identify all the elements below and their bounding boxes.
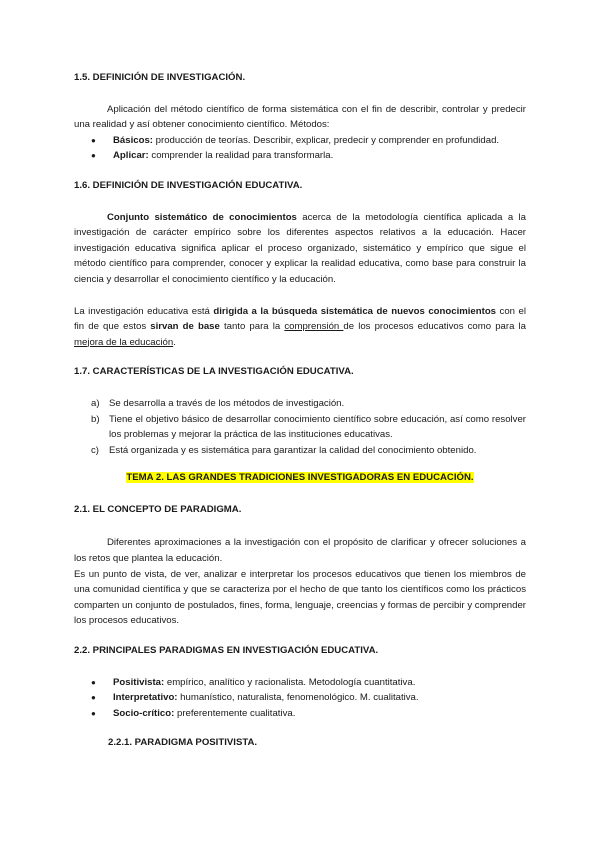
- list-item-positivista: [91, 675, 526, 691]
- list-item-c: [91, 443, 526, 459]
- text-a: Se desarrolla a través de los métodos de investigación.: [109, 397, 345, 409]
- text-positivista: empírico, analítico y racionalista. Metodología cuantitativa.: [164, 676, 416, 688]
- heading-1-7: 1.7. CARACTERÍSTICAS DE LA INVESTIGACIÓN EDUCATIVA.: [74, 366, 354, 378]
- text-conjunto-rest: acerca de la metodología científica aplicada a la investigación de carácter empírico sobre los diferentes aspectos relativos a la educación. Hacer investigación educativa significa aplicar el proceso organizado, sistemático y empírico que sigue el método científico para comprender, conocer y explicar la realidad educativa, como base para construir la ciencia y desarrollar el conocimiento científico y la educación.: [74, 211, 526, 285]
- characteristics-list: [74, 396, 526, 458]
- text-aplicar: comprender la realidad para transformarla.: [148, 150, 334, 162]
- term-basicos: Básicos:: [113, 134, 153, 146]
- paragraph-punto-de-vista: Es un punto de vista, de ver, analizar e interpretar los procesos educativos que tienen los miembros de una comunidad científica y que se caracteriza por el hecho de que tanto los científicos como los prácticos comparten un conjunto de postulados, fines, forma, lenguaje, creencias y formas de percibir y comprender los procesos educativos.: [74, 568, 526, 627]
- list-item-basicos: [91, 133, 526, 149]
- marker-c: c): [91, 444, 99, 456]
- list-item-b: [91, 412, 526, 443]
- heading-2-2-1: 2.2.1. PARADIGMA POSITIVISTA.: [108, 737, 258, 749]
- text-p2-g: de los procesos educativos como para la: [343, 321, 527, 333]
- list-item-a: [91, 396, 526, 412]
- list-item-aplicar: [91, 148, 526, 164]
- bold-conjunto-sistematico: Conjunto sistemático de conocimientos: [107, 211, 297, 223]
- text-p2-e: tanto para la: [219, 321, 285, 333]
- list-item-socio-critico: [91, 706, 526, 722]
- text-c: Está organizada y es sistemática para garantizar la calidad del conocimiento obtenido.: [109, 444, 477, 456]
- heading-2-1: 2.1. EL CONCEPTO DE PARADIGMA.: [74, 503, 242, 515]
- underline-comprension: comprensión: [284, 321, 344, 333]
- text-p2-a: La investigación educativa está: [74, 305, 214, 317]
- underline-mejora: mejora de la educación: [74, 336, 174, 348]
- term-interpretativo: Interpretativo:: [113, 692, 178, 704]
- marker-b: b): [91, 413, 100, 425]
- paradigms-list: [74, 675, 526, 722]
- tema-2-title-line: [74, 470, 526, 486]
- term-positivista: Positivista:: [113, 676, 165, 688]
- methods-list: [74, 133, 526, 164]
- text-interpretativo: humanístico, naturalista, fenomenológico. M. cualitativa.: [177, 692, 419, 704]
- text-p2-c: con el fin de que estos: [74, 305, 526, 333]
- term-socio-critico: Socio-crítico:: [113, 707, 175, 719]
- text-socio-critico: preferentemente cualitativa.: [174, 707, 296, 719]
- paragraph-definition-investigacion: Aplicación del método científico de forma sistemática con el fin de describir, controlar y predecir una realidad y así obtener conocimiento científico. Métodos:: [74, 103, 526, 131]
- text-p2-i: .: [173, 336, 176, 348]
- list-item-interpretativo: [91, 690, 526, 706]
- bold-sirvan-de-base: sirvan de base: [150, 321, 220, 333]
- bold-busqueda: dirigida a la búsqueda sistemática de nuevos conocimientos: [213, 305, 497, 317]
- heading-1-5: 1.5. DEFINICIÓN DE INVESTIGACIÓN.: [74, 72, 246, 83]
- tema-2-title: TEMA 2. LAS GRANDES TRADICIONES INVESTIGADORAS EN EDUCACIÓN.: [126, 472, 474, 484]
- marker-a: a): [91, 397, 100, 409]
- heading-1-6: 1.6. DEFINICIÓN DE INVESTIGACIÓN EDUCATIVA.: [74, 179, 303, 191]
- heading-2-2: 2.2. PRINCIPALES PARADIGMAS EN INVESTIGACIÓN EDUCATIVA.: [74, 645, 379, 657]
- text-basicos: producción de teorías. Describir, explicar, predecir y comprender en profundidad.: [153, 134, 500, 146]
- text-b: Tiene el objetivo básico de desarrollar conocimiento científico sobre educación, así como resolver los problemas y mejorar la práctica de las instituciones educativas.: [109, 413, 526, 441]
- paragraph-dirigida: [74, 304, 526, 351]
- term-aplicar: Aplicar:: [113, 150, 149, 162]
- paragraph-aproximaciones: Diferentes aproximaciones a la investigación con el propósito de clarificar y ofrecer soluciones a los retos que plantea la educación.: [74, 537, 526, 565]
- paragraph-investigacion-educativa: [74, 210, 526, 288]
